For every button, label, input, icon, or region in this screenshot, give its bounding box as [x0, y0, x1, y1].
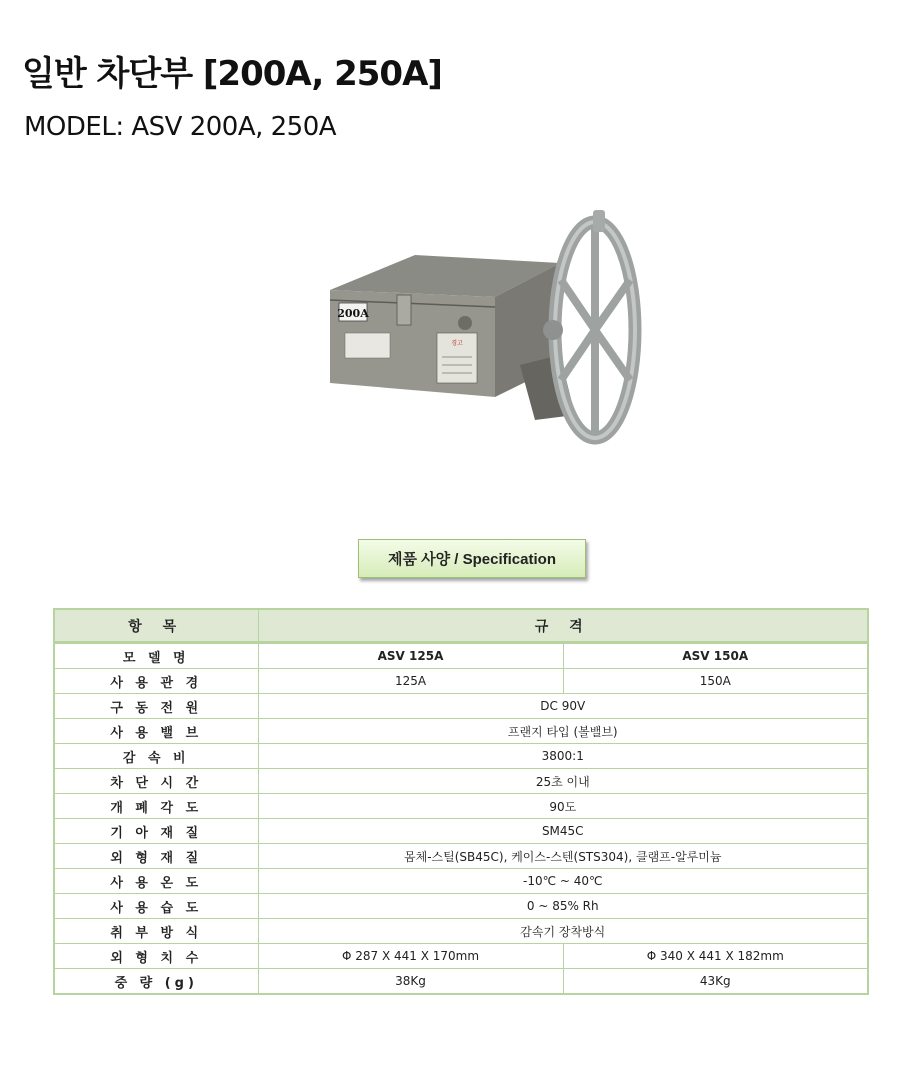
row-label: 사 용 관 경	[54, 669, 258, 694]
row-value: 38Kg	[258, 969, 563, 995]
page-title: 일반 차단부 [200A, 250A]	[22, 54, 442, 94]
table-row	[54, 969, 868, 995]
row-value: 43Kg	[563, 969, 868, 995]
row-label: 사 용 온 도	[54, 869, 258, 894]
table-row	[54, 819, 868, 844]
row-value: 감속기 장착방식	[258, 919, 868, 944]
row-label: 중 량 (g)	[54, 969, 258, 995]
front-label-text: 200A	[337, 307, 369, 320]
table-row	[54, 944, 868, 969]
header-item: 항 목	[54, 609, 258, 643]
row-value: Φ 287 X 441 X 170mm	[258, 944, 563, 969]
specification-table	[53, 608, 869, 995]
row-value: DC 90V	[258, 694, 868, 719]
row-value: 150A	[563, 669, 868, 694]
row-label: 모 델 명	[54, 643, 258, 669]
table-row	[54, 643, 868, 669]
handwheel	[555, 222, 635, 438]
row-value: ASV 125A	[258, 643, 563, 669]
row-label: 차 단 시 간	[54, 769, 258, 794]
header-spec: 규 격	[258, 609, 868, 643]
row-value: 125A	[258, 669, 563, 694]
row-value: 0 ~ 85% Rh	[258, 894, 868, 919]
svg-text:경고: 경고	[451, 340, 463, 347]
specification-badge: 제품 사양 / Specification	[358, 539, 586, 578]
row-value: SM45C	[258, 819, 868, 844]
table-row	[54, 719, 868, 744]
table-row	[54, 769, 868, 794]
table-row	[54, 894, 868, 919]
row-label: 사 용 밸 브	[54, 719, 258, 744]
row-value: 프랜지 타입 (볼밸브)	[258, 719, 868, 744]
row-value: Φ 340 X 441 X 182mm	[563, 944, 868, 969]
row-label: 외 형 치 수	[54, 944, 258, 969]
table-row	[54, 919, 868, 944]
model-line: MODEL: ASV 200A, 250A	[24, 112, 337, 142]
table-row	[54, 694, 868, 719]
row-label: 취 부 방 식	[54, 919, 258, 944]
row-value: 몸체-스틸(SB45C), 케이스-스텐(STS304), 클램프-알루미늄	[258, 844, 868, 869]
table-row	[54, 844, 868, 869]
row-label: 감 속 비	[54, 744, 258, 769]
row-value: 90도	[258, 794, 868, 819]
row-value: -10℃ ~ 40℃	[258, 869, 868, 894]
row-value: ASV 150A	[563, 643, 868, 669]
row-label: 외 형 재 질	[54, 844, 258, 869]
table-row	[54, 869, 868, 894]
row-label: 개 폐 각 도	[54, 794, 258, 819]
row-label: 구 동 전 원	[54, 694, 258, 719]
row-value: 3800:1	[258, 744, 868, 769]
row-label: 기 아 재 질	[54, 819, 258, 844]
table-header-row	[54, 609, 868, 643]
table-row	[54, 794, 868, 819]
row-label: 사 용 습 도	[54, 894, 258, 919]
table-row	[54, 744, 868, 769]
row-value: 25초 이내	[258, 769, 868, 794]
product-image	[325, 205, 645, 455]
table-row	[54, 669, 868, 694]
